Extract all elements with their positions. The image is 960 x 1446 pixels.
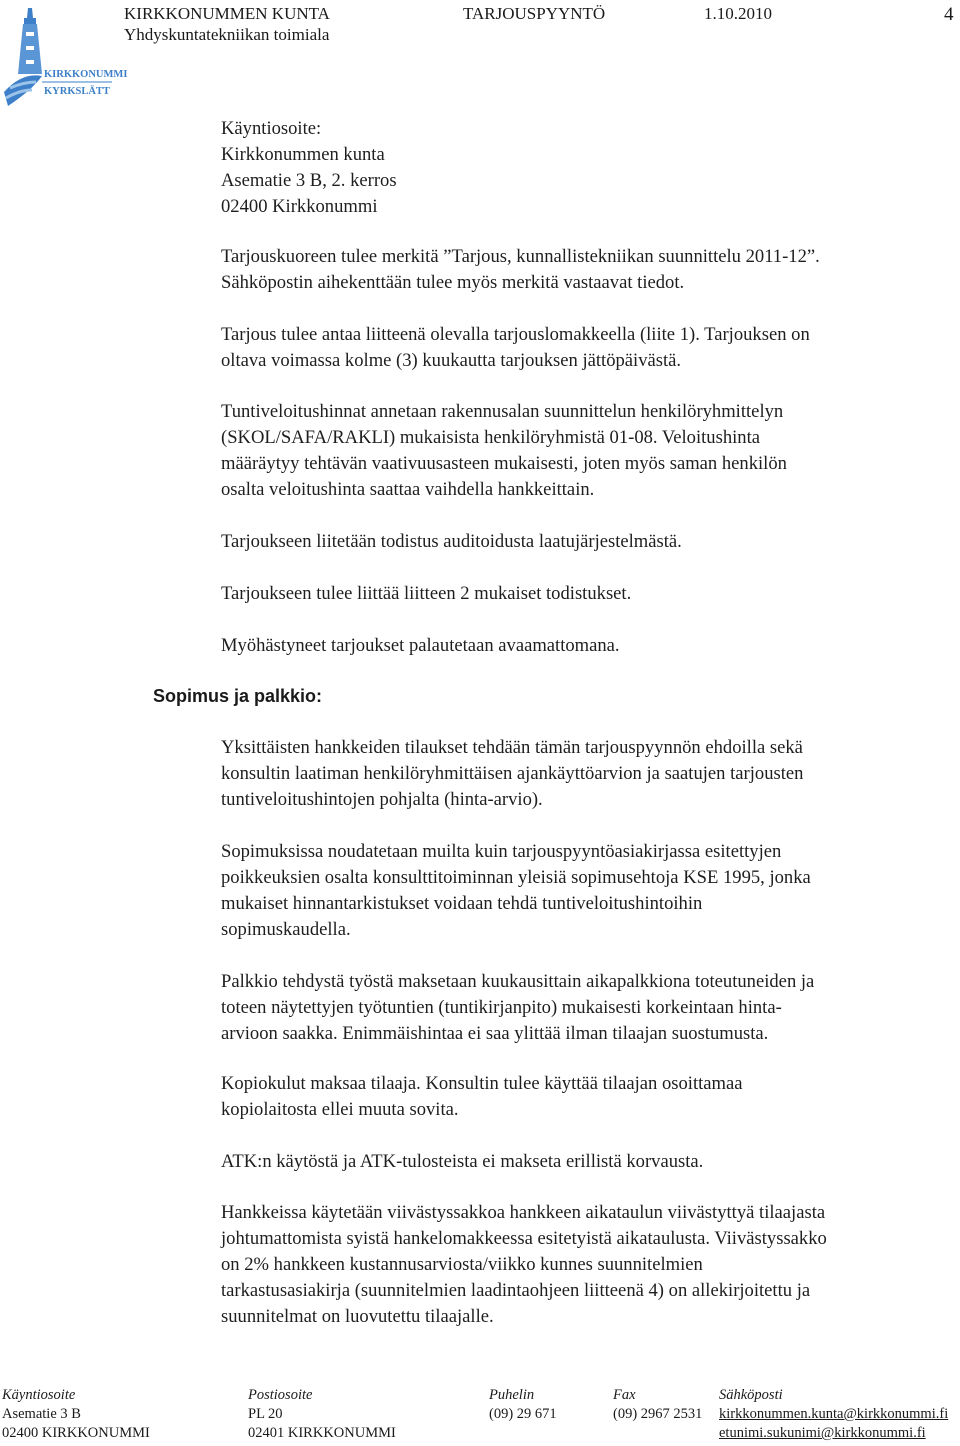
paragraph-line: Sopimuksissa noudatetaan muilta kuin tarjouspyyntöasiakirjassa esitettyjen xyxy=(221,841,782,862)
paragraph-line: ATK:n käytöstä ja ATK-tulosteista ei makseta erillistä korvausta. xyxy=(221,1151,704,1172)
paragraph-line: Kopiokulut maksaa tilaaja. Konsultin tulee käyttää tilaajan osoittamaa xyxy=(221,1073,743,1094)
footer-post-address xyxy=(248,1386,396,1443)
paragraph-line: Tuntiveloitushinnat annetaan rakennusalan suunnittelun henkilöryhmittelyn xyxy=(221,401,784,422)
address-heading: Käyntiosoite: xyxy=(221,118,322,139)
address-line: 02400 Kirkkonummi xyxy=(221,196,378,217)
paragraph xyxy=(221,581,951,607)
paragraph-line: poikkeuksien osalta konsulttitoiminnan yleisiä sopimusehtoja KSE 1995, jonka xyxy=(221,867,811,888)
paragraph-line: Tarjoukseen tulee liittää liitteen 2 mukaiset todistukset. xyxy=(221,583,632,604)
paragraph xyxy=(221,244,951,296)
header-department: Yhdyskuntatekniikan toimiala xyxy=(124,25,330,44)
section-heading: Sopimus ja palkkio: xyxy=(153,686,323,706)
footer-value: 02400 KIRKKONUMMI xyxy=(2,1425,150,1441)
paragraph-line: osalta veloitushinta saattaa vaihdella hankkeittain. xyxy=(221,479,595,500)
footer-fax xyxy=(613,1386,702,1424)
email-link[interactable]: etunimi.sukunimi@kirkkonummi.fi xyxy=(719,1425,926,1441)
paragraph-line: Hankkeissa käytetään viivästyssakkoa hankkeen aikataulun viivästyttyä tilaajasta xyxy=(221,1202,826,1223)
paragraph-line: tuntiveloitushintojen pohjalta (hinta-arvio). xyxy=(221,789,543,810)
paragraph-line: (SKOL/SAFA/RAKLI) mukaisista henkilöryhmistä 01-08. Veloitushinta xyxy=(221,427,761,448)
paragraph-line: on 2% hankkeen kustannusarviosta/viikko kunnes suunnitelmien xyxy=(221,1254,703,1275)
paragraph-line: Tarjouskuoreen tulee merkitä ”Tarjous, kunnallistekniikan suunnittelu 2011-12”. xyxy=(221,246,820,267)
section-paragraph xyxy=(221,969,951,1047)
paragraph-line: mukaiset hinnantarkistukset voidaan tehdä tuntiveloitushintoihin xyxy=(221,893,703,914)
section-paragraph xyxy=(221,1071,951,1123)
header-org-name: KIRKKONUMMEN KUNTA xyxy=(124,4,330,23)
paragraph-line: toteen näytettyjen työtuntien (tuntikirjanpito) mukaisesti korkeintaan hinta- xyxy=(221,997,782,1018)
paragraph-line: sopimuskaudella. xyxy=(221,919,351,940)
footer-email xyxy=(719,1386,948,1443)
paragraph-line: oltava voimassa kolme (3) kuukautta tarjouksen jättöpäivästä. xyxy=(221,350,682,371)
paragraph-line: johtumattomista syistä hankelomakkeessa esitetyistä aikataulusta. Viivästyssakko xyxy=(221,1228,827,1249)
header-doc-type: TARJOUSPYYNTÖ xyxy=(463,4,606,23)
footer-value: Asematie 3 B xyxy=(2,1406,81,1422)
footer-visit-address xyxy=(2,1386,150,1443)
header-date: 1.10.2010 xyxy=(704,4,772,23)
paragraph xyxy=(221,322,951,374)
footer-value: PL 20 xyxy=(248,1406,283,1422)
email-link[interactable]: kirkkonummen.kunta@kirkkonummi.fi xyxy=(719,1406,949,1422)
paragraph-line: tarkastusasiakirja (suunnitelmien laadintaohjeen liitteenä 4) on allekirjoitettu ja xyxy=(221,1280,811,1301)
paragraph-line: arvioon saakka. Enimmäishintaa ei saa ylittää ilman tilaajan suostumusta. xyxy=(221,1023,769,1044)
paragraph xyxy=(221,529,951,555)
address-line: Asematie 3 B, 2. kerros xyxy=(221,170,397,191)
footer-label: Puhelin xyxy=(489,1387,535,1403)
visiting-address xyxy=(221,116,951,220)
paragraph xyxy=(221,633,951,659)
footer-label: Käyntiosoite xyxy=(2,1387,76,1403)
section-paragraph xyxy=(221,839,951,943)
footer-label: Postiosoite xyxy=(248,1387,313,1403)
paragraph-line: Palkkio tehdystä työstä maksetaan kuukausittain aikapalkkiona toteutuneiden ja xyxy=(221,971,815,992)
paragraph-line: Tarjous tulee antaa liitteenä olevalla tarjouslomakkeella (liite 1). Tarjouksen on xyxy=(221,324,810,345)
footer-label: Sähköposti xyxy=(719,1387,783,1403)
footer-value: (09) 29 671 xyxy=(489,1406,557,1422)
logo-text-fi: KIRKKONUMMI xyxy=(44,69,128,80)
paragraph-line: konsultin laatiman henkilöryhmittäisen ajankäyttöarvion ja saatujen tarjousten xyxy=(221,763,804,784)
page-number: 4 xyxy=(944,4,954,25)
paragraph-line: Sähköpostin aihekenttään tulee myös merkitä vastaavat tiedot. xyxy=(221,272,685,293)
address-line: Kirkkonummen kunta xyxy=(221,144,385,165)
paragraph-line: suunnitelmat on luovutettu tilaajalle. xyxy=(221,1306,494,1327)
section-paragraph xyxy=(221,735,951,813)
paragraph-line: Myöhästyneet tarjoukset palautetaan avaamattomana. xyxy=(221,635,620,656)
paragraph-line: kopiolaitosta ellei muuta sovita. xyxy=(221,1099,459,1120)
section-paragraph xyxy=(221,1200,951,1330)
paragraph-line: määräytyy tehtävän vaativuusasteen mukaisesti, joten myös saman henkilön xyxy=(221,453,787,474)
paragraph xyxy=(221,399,951,503)
kirkkonummi-logo xyxy=(2,2,128,112)
paragraph-line: Yksittäisten hankkeiden tilaukset tehdään tämän tarjouspyynnön ehdoilla sekä xyxy=(221,737,803,758)
paragraph-line: Tarjoukseen liitetään todistus auditoidusta laatujärjestelmästä. xyxy=(221,531,682,552)
logo-text-sv: KYRKSLÄTT xyxy=(44,86,110,97)
section-paragraph xyxy=(221,1149,951,1175)
footer-phone xyxy=(489,1386,557,1424)
footer-value: (09) 2967 2531 xyxy=(613,1406,703,1422)
footer-value: 02401 KIRKKONUMMI xyxy=(248,1425,396,1441)
footer-label: Fax xyxy=(613,1387,636,1403)
